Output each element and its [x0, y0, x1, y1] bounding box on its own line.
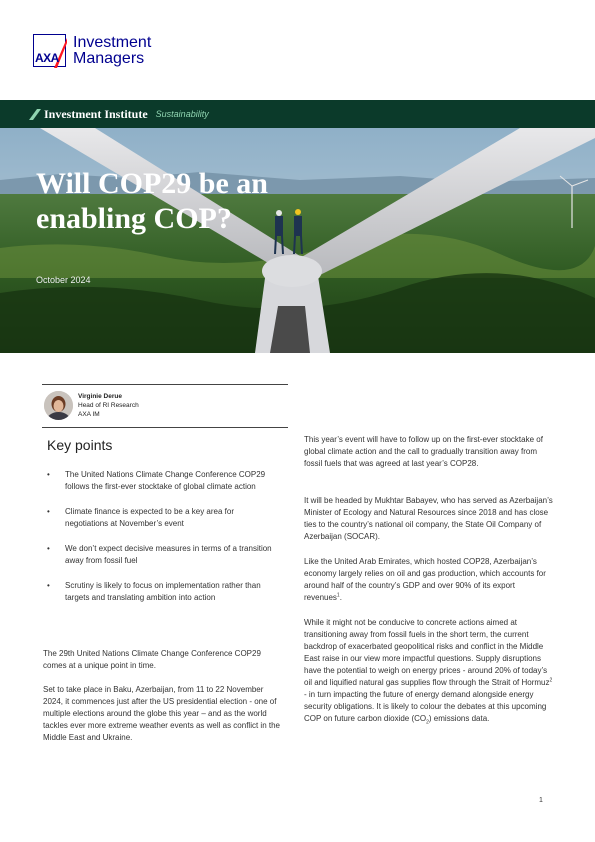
- institute-name: Investment Institute: [44, 106, 148, 121]
- key-point-item: • Climate finance is expected to be a key area for negotiations at November’s event: [47, 507, 234, 528]
- institute-leaf-icon: [28, 107, 42, 121]
- key-point-item: • We don’t expect decisive measures in terms of a transition away from fossil fuel: [47, 544, 272, 565]
- key-point-item: • Scrutiny is likely to focus on implementation rather than targets and translating ambition into action: [47, 581, 261, 602]
- hero-title: [36, 166, 366, 236]
- right-paragraph-3: Like the United Arab Emirates, which hosted COP28, Azerbaijan’s economy largely relies on oil and gas production, which accounts for around half of the country’s GDP and over 90% of its export revenues$^1$.: [304, 557, 546, 602]
- logo-wordmark: [73, 35, 151, 67]
- left-paragraph-2: Set to take place in Baku, Azerbaijan, from 11 to 22 November 2024, it commences just after the US presidential election - one of multiple elections around the globe this year – and as the world tackles ever more extreme weather events as well as conflict in the Middle East and Ukraine.: [43, 685, 280, 742]
- institute-banner: [0, 100, 595, 128]
- right-paragraph-4: While it might not be conducive to concrete actions aimed at transitioning away from fossil fuels in the short term, the current backdrop of exacerbated geopolitical risks and conflict in the Middle East raise in our view more impactful questions. Supply disruptions have the potential to weigh on energy prices - around 20% of today’s oil and liquified natural gas supplies flow through the Strait of Hormuz$^2$ - in turn impacting the future of energy demand alongside energy security obligations. It is likely to colour the debates at this upcoming COP on future carbon dioxide $(CO_2)$ emissions data.: [304, 618, 553, 726]
- right-paragraph-1: This year’s event will have to follow up on the first-ever stocktake of global climate action and the call to gradually transition away from fossil fuels that was agreed at last year’s COP28.: [304, 435, 543, 468]
- author-company: AXA IM: [78, 411, 100, 418]
- page-number: 1: [539, 797, 543, 804]
- publication-date: October 2024: [36, 275, 91, 285]
- logo-line-2: Managers: [73, 49, 145, 67]
- logo-line-1: Investment: [73, 33, 152, 51]
- left-paragraph-1: The 29th United Nations Climate Change Conference COP29 comes at a unique point in time.: [43, 649, 261, 670]
- bullet-icon: •: [47, 581, 50, 590]
- axa-im-logo: [33, 34, 151, 67]
- hero-title-line-1: Will COP29 be an: [36, 167, 268, 200]
- bullet-icon: •: [47, 507, 50, 516]
- author-block: [42, 384, 288, 428]
- key-point-item: • The United Nations Climate Change Conference COP29 follows the first-ever stocktake of global climate action: [47, 470, 266, 491]
- author-info: [78, 392, 139, 419]
- hero-image: [0, 128, 595, 353]
- author-photo: [44, 391, 73, 420]
- key-points-list: [47, 469, 277, 617]
- axa-logo-mark: AXA: [33, 34, 66, 67]
- hero-title-line-2: enabling COP?: [36, 202, 232, 235]
- author-avatar: [44, 391, 73, 420]
- wind-turbine-illustration: [0, 128, 595, 353]
- key-points-title: Key points: [47, 437, 113, 453]
- author-name: Virginie Derue: [78, 393, 122, 400]
- right-paragraph-2: It will be headed by Mukhtar Babayev, who has served as Azerbaijan’s Minister of Ecology and Natural Resources since 2018 and has close ties to the country’s national oil company, the State Oil Company of Azerbaijan (SOCAR).: [304, 496, 553, 541]
- bullet-icon: •: [47, 544, 50, 553]
- section-label: Sustainability: [155, 109, 209, 119]
- bullet-icon: •: [47, 470, 50, 479]
- author-role: Head of RI Research: [78, 402, 139, 409]
